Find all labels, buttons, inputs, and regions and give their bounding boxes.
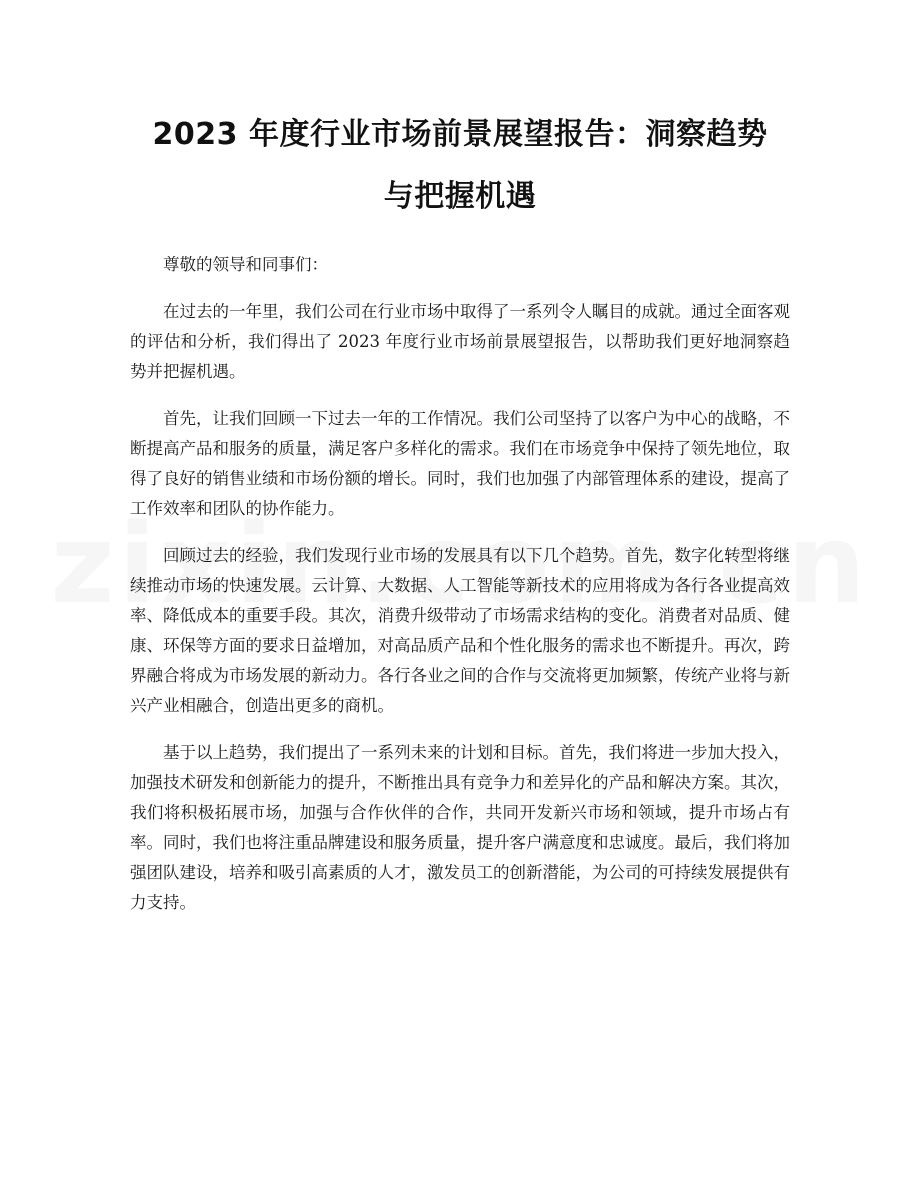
paragraph-4: 基于以上趋势，我们提出了一系列未来的计划和目标。首先，我们将进一步加大投入，加强技术研发和创新能力的提升，不断推出具有竞争力和差异化的产品和解决方案。其次，我们将积极拓展市场，加强与合作伙伴的合作，共同开发新兴市场和领域，提升市场占有率。同时，我们也将注重品牌建设和服务质量，提升客户满意度和忠诚度。最后，我们将加强团队建设，培养和吸引高素质的人才，激发员工的创新潜能，为公司的可持续发展提供有力支持。 — [130, 743, 790, 912]
title-line-2: 与把握机遇 — [383, 179, 537, 214]
paragraph-3: 回顾过去的经验，我们发现行业市场的发展具有以下几个趋势。首先，数字化转型将继续推动市场的快速发展。云计算、大数据、人工智能等新技术的应用将成为各行各业提高效率、降低成本的重要手段。其次，消费升级带动了市场需求结构的变化。消费者对品质、健康、环保等方面的要求日益增加，对高品质产品和个性化服务的需求也不断提升。再次，跨界融合将成为市场发展的新动力。各行各业之间的合作与交流将更加频繁，传统产业将与新兴产业相融合，创造出更多的商机。 — [130, 546, 790, 715]
document-body — [130, 250, 790, 935]
paragraph-1: 在过去的一年里，我们公司在行业市场中取得了一系列令人瞩目的成就。通过全面客观的评估和分析，我们得出了 2023 年度行业市场前景展望报告，以帮助我们更好地洞察趋势并把握机遇。 — [130, 302, 790, 381]
salutation: 尊敬的领导和同事们： — [163, 255, 328, 274]
title-line-1: 2023 年度行业市场前景展望报告：洞察趋势 — [152, 117, 768, 152]
document-title — [100, 104, 820, 228]
paragraph-2: 首先，让我们回顾一下过去一年的工作情况。我们公司坚持了以客户为中心的战略，不断提高产品和服务的质量，满足客户多样化的需求。我们在市场竞争中保持了领先地位，取得了良好的销售业绩和市场份额的增长。同时，我们也加强了内部管理体系的建设，提高了工作效率和团队的协作能力。 — [130, 409, 790, 518]
